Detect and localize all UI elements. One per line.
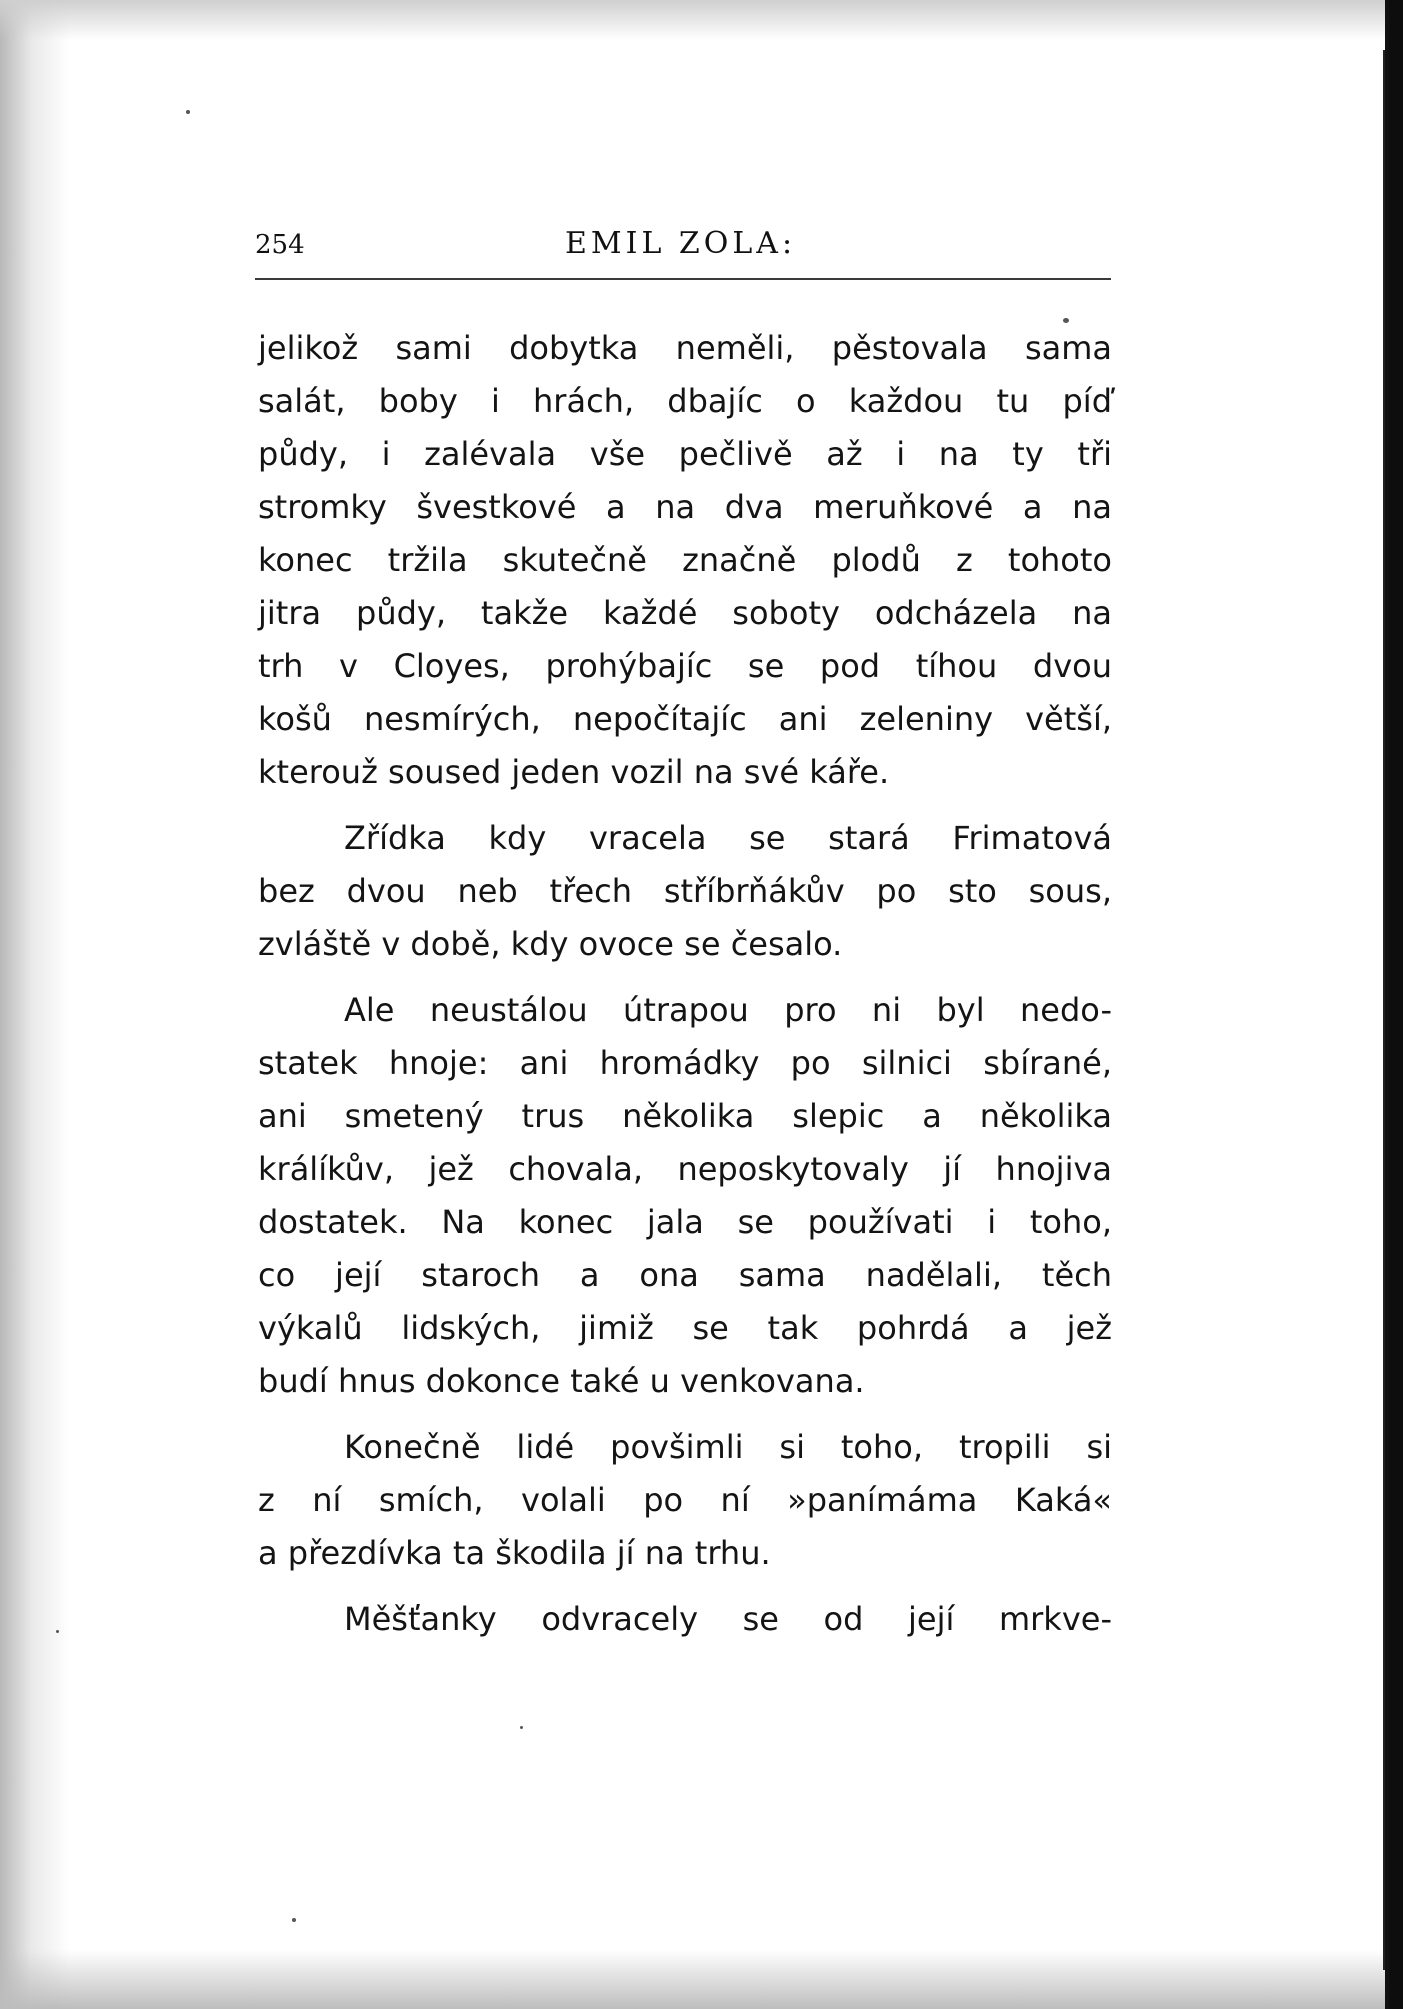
- page-edge-line: [1383, 50, 1385, 1970]
- text-line: jelikož sami dobytka neměli, pěstovala sama: [258, 329, 1112, 367]
- text-line: ani smetený trus několika slepic a několika: [258, 1097, 1112, 1135]
- text-line: salát, boby i hrách, dbajíc o každou tu píď: [258, 382, 1112, 420]
- text-line: statek hnoje: ani hromádky po silnici sbírané,: [258, 1044, 1112, 1082]
- text-line: konec tržila skutečně značně plodů z tohoto: [258, 541, 1112, 579]
- text-line: bez dvou neb třech stříbrňákův po sto sous,: [258, 872, 1112, 910]
- scan-speck: [186, 110, 190, 114]
- running-head: EMIL ZOLA:: [565, 226, 797, 261]
- page-number: 254: [255, 230, 305, 260]
- text-line: půdy, i zalévala vše pečlivě až i na ty tři: [258, 435, 1112, 473]
- paragraph: [258, 1593, 1112, 1646]
- paragraph: [258, 812, 1112, 971]
- scan-shadow-top: [0, 0, 1385, 40]
- text-line: stromky švestkové a na dva meruňkové a na: [258, 488, 1112, 526]
- header-rule: [255, 278, 1111, 280]
- text-line: Konečně lidé povšimli si toho, tropili si: [344, 1428, 1112, 1466]
- text-line: zvláště v době, kdy ovoce se česalo.: [258, 925, 843, 963]
- page-header: [255, 226, 1110, 266]
- paragraph: [258, 984, 1112, 1408]
- text-line: Zřídka kdy vracela se stará Frimatová: [344, 819, 1112, 857]
- text-line: Ale neustálou útrapou pro ni byl nedo-: [344, 991, 1112, 1029]
- text-line: kterouž soused jeden vozil na své káře.: [258, 753, 890, 791]
- scan-speck: [292, 1918, 296, 1922]
- text-line: košů nesmírých, nepočítajíc ani zeleniny větší,: [258, 700, 1112, 738]
- scan-speck: [56, 1630, 59, 1633]
- paragraph: [258, 322, 1112, 799]
- text-line: budí hnus dokonce také u venkovana.: [258, 1362, 865, 1400]
- text-line: dostatek. Na konec jala se používati i toho,: [258, 1203, 1112, 1241]
- scan-shadow-bottom: [0, 1950, 1385, 2009]
- scan-speck: [520, 1726, 523, 1729]
- text-line: a přezdívka ta škodila jí na trhu.: [258, 1534, 771, 1572]
- scan-border-right: [1389, 0, 1403, 2009]
- body-text: [258, 322, 1112, 1659]
- scan-shadow-left: [0, 0, 70, 2009]
- text-line: výkalů lidských, jimiž se tak pohrdá a jež: [258, 1309, 1112, 1347]
- text-line: z ní smích, volali po ní »panímáma Kaká«: [258, 1481, 1112, 1519]
- text-line: králíkův, jež chovala, neposkytovaly jí hnojiva: [258, 1150, 1112, 1188]
- text-line: Měšťanky odvracely se od její mrkve-: [344, 1600, 1112, 1638]
- text-line: co její staroch a ona sama nadělali, těch: [258, 1256, 1112, 1294]
- text-line: trh v Cloyes, prohýbajíc se pod tíhou dvou: [258, 647, 1112, 685]
- text-line: jitra půdy, takže každé soboty odcházela na: [258, 594, 1112, 632]
- paragraph: [258, 1421, 1112, 1580]
